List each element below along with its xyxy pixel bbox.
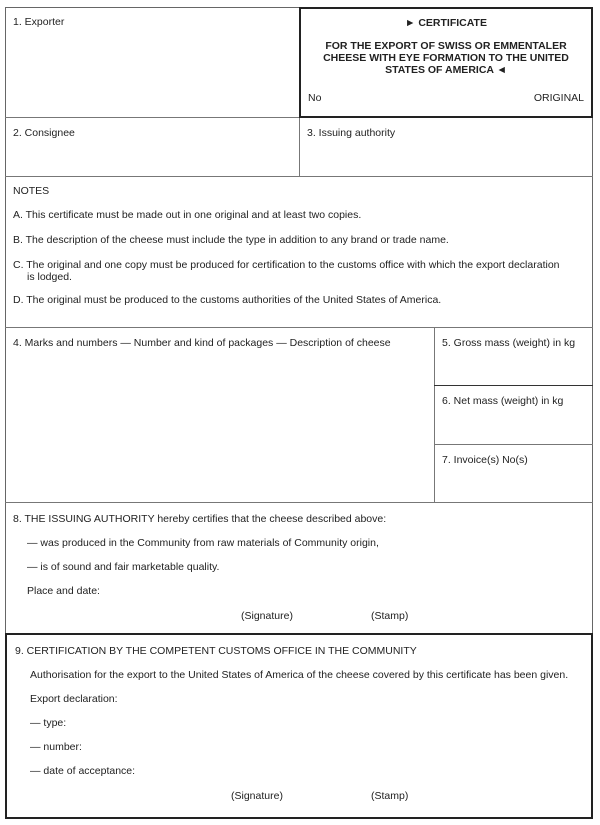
gross-mass-field[interactable] xyxy=(435,328,593,385)
certificate-heading: ► CERTIFICATE xyxy=(405,17,487,29)
certificate-box xyxy=(299,7,593,118)
declaration-type-field[interactable]: — type: xyxy=(30,717,67,729)
declaration-number-field[interactable]: — number: xyxy=(30,741,82,753)
stamp-field[interactable]: (Stamp) xyxy=(371,610,409,622)
certificate-title-line: CHEESE WITH EYE FORMATION TO THE UNITED xyxy=(323,52,569,64)
note-item: A. This certificate must be made out in one original and at least two copies. xyxy=(13,209,362,221)
certificate-title-line: STATES OF AMERICA ◄ xyxy=(385,64,507,76)
gross-mass-label: 5. Gross mass (weight) in kg xyxy=(442,337,576,349)
section8-bullet: — was produced in the Community from raw materials of Community origin, xyxy=(27,537,379,549)
marks-description-field[interactable] xyxy=(5,328,434,502)
note-item: D. The original must be produced to the customs authorities of the United States of America. xyxy=(13,294,442,306)
stamp-field[interactable]: (Stamp) xyxy=(371,790,409,802)
notes-section xyxy=(5,177,593,327)
note-item: C. The original and one copy must be produced for certification to the customs office with which the export declaration xyxy=(13,259,560,271)
notes-heading: NOTES xyxy=(13,185,50,197)
section9-heading: 9. CERTIFICATION BY THE COMPETENT CUSTOMS OFFICE IN THE COMMUNITY xyxy=(15,645,417,657)
net-mass-field[interactable] xyxy=(435,386,593,444)
customs-certification-box xyxy=(5,633,593,819)
export-declaration-label: Export declaration: xyxy=(30,693,118,705)
acceptance-date-field[interactable]: — date of acceptance: xyxy=(30,765,136,777)
section8-intro-text: hereby certifies that the cheese described above: xyxy=(157,513,387,525)
place-date-field[interactable]: Place and date: xyxy=(27,585,100,597)
marks-description-label: 4. Marks and numbers — Number and kind of packages — Description of cheese xyxy=(13,337,391,349)
issuing-authority-certification xyxy=(5,503,593,633)
net-mass-label: 6. Net mass (weight) in kg xyxy=(442,395,564,407)
signature-field[interactable]: (Signature) xyxy=(231,790,283,802)
issuing-authority-field[interactable] xyxy=(300,118,593,176)
section8-number: 8. xyxy=(13,513,22,525)
original-label: ORIGINAL xyxy=(533,92,584,104)
exporter-field[interactable] xyxy=(5,7,299,117)
invoice-label: 7. Invoice(s) No(s) xyxy=(442,454,528,466)
invoice-field[interactable] xyxy=(435,445,593,502)
note-item-continuation: is lodged. xyxy=(27,271,72,283)
consignee-field[interactable] xyxy=(5,118,299,176)
authorisation-text: Authorisation for the export to the United States of America of the cheese covered by this certificate has been given. xyxy=(30,669,569,681)
certificate-title-line: FOR THE EXPORT OF SWISS OR EMMENTALER xyxy=(325,40,567,52)
section8-bullet: — is of sound and fair marketable quality. xyxy=(27,561,220,573)
certificate-number-label: No xyxy=(308,92,322,104)
note-item: B. The description of the cheese must include the type in addition to any brand or trade name. xyxy=(13,234,449,246)
issuing-authority-label: 3. Issuing authority xyxy=(307,127,396,139)
section8-authority: THE ISSUING AUTHORITY xyxy=(24,513,155,525)
signature-field[interactable]: (Signature) xyxy=(241,610,293,622)
consignee-label: 2. Consignee xyxy=(13,127,75,139)
section8-intro xyxy=(13,513,386,525)
exporter-label: 1. Exporter xyxy=(13,16,65,28)
